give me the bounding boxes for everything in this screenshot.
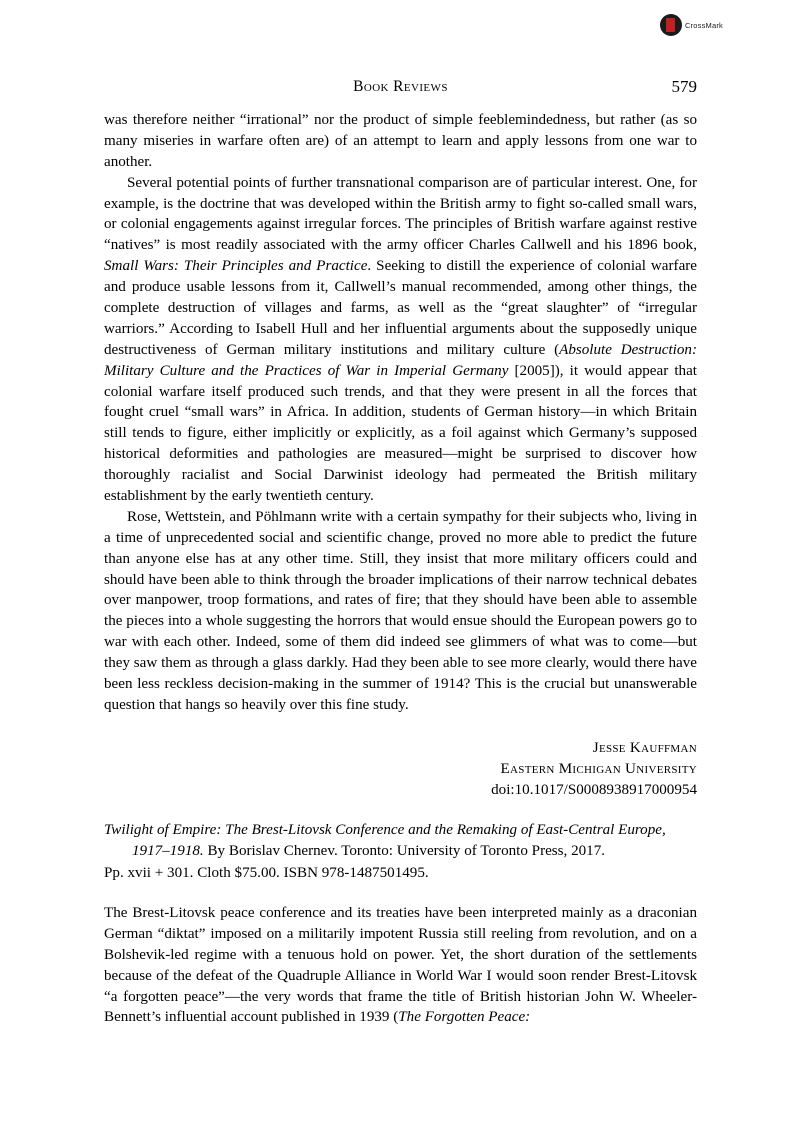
crossmark-badge[interactable]: [660, 14, 723, 36]
crossmark-icon: [660, 14, 682, 36]
reviewed-book-title: Twilight of Empire: The Brest-Litovsk Conference and the Remaking of East-Central Europe, 1917–1918.: [104, 822, 666, 860]
running-head-title: Book Reviews: [353, 78, 448, 95]
review-header-second: [104, 820, 697, 884]
review-body-second: [104, 903, 697, 1028]
reviewed-book-imprint: By Borislav Chernev. Toronto: University of Toronto Press, 2017.: [207, 843, 606, 860]
crossmark-label: CrossMark: [684, 21, 723, 31]
paragraph: Rose, Wettstein, and Pöhlmann write with a certain sympathy for their subjects who, living in a time of unprecedented social and scientific change, proved no more able to predict the future than anyone else has at any other time. Still, they insist that more military officers could and should have been able to think through the broader implications of their narrow technical debates over manpower, troop formations, and rates of fire; that they should have been able to assemble the pieces into a whole suggesting the horrors that would ensue should the European powers go to war with each other. Indeed, some of them did indeed see glimmers of what was to come—but they saw them as through a glass darkly. Had they been able to see more clearly, would there have been less reckless decision-making in the summer of 1914? This is the crucial but unanswerable question that hangs so heavily over this fine study.: [104, 508, 697, 713]
paragraph: was therefore neither “irrational” nor the product of simple feeblemindedness, but rather (as so many miseries in warfare often are) of an attempt to learn and apply lessons from one war to another.: [104, 112, 697, 170]
doi-link[interactable]: doi:10.1017/S0008938917000954: [491, 782, 697, 799]
reviewer-affiliation: Eastern Michigan University: [500, 760, 697, 777]
page-number: 579: [671, 77, 697, 96]
review-signature: [104, 738, 697, 801]
reviewer-name: Jesse Kauffman: [592, 739, 697, 756]
reviewed-book-details: Pp. xvii + 301. Cloth $75.00. ISBN 978-1487501495.: [104, 864, 429, 881]
paragraph: The Brest-Litovsk peace conference and its treaties have been interpreted mainly as a draconian German “diktat” imposed on a militarily impotent Russia still reeling from revolution, and on a Bolshevik-led regime with a tenuous hold on power. Yet, the short duration of the settlements because of the defeat of the Quadruple Alliance in World War I would soon render Brest-Litovsk “a forgotten peace”—the very words that frame the title of British historian John W. Wheeler-Bennett’s influential account published in 1939 (The Forgotten Peace:: [104, 905, 697, 1026]
review-body-first: [104, 110, 697, 801]
paragraph: Several potential points of further transnational comparison are of particular interest. One, for example, is the doctrine that was developed within the British army to fight so-called small wars, or colonial engagements against irregular forces. The principles of British warfare against restive “natives” is most readily associated with the army officer Charles Callwell and his 1896 book, Small Wars: Their Principles and Practice. Seeking to distill the experience of colonial warfare and produce usable lessons from it, Callwell’s manual recommended, among other things, the complete destruction of villages and farms, as well as the “great slaughter” of “irregular warriors.” According to Isabell Hull and her influential arguments about the supposedly unique destructiveness of German military institutions and military culture (Absolute Destruction: Military Culture and the Practices of War in Imperial Germany [2005]), it would appear that colonial warfare itself produced such trends, and that they were present in all the forces that fought cruel “small wars” in Africa. In addition, students of German history—in which Britain still tends to figure, either implicitly or explicitly, as a foil against which Germany’s supposed historical deformities and pathologies are measured—might be surprised to discover how thoroughly racialist and Social Darwinist ideology had permeated the British military establishment by the early twentieth century.: [104, 174, 697, 505]
running-head: [104, 78, 697, 96]
